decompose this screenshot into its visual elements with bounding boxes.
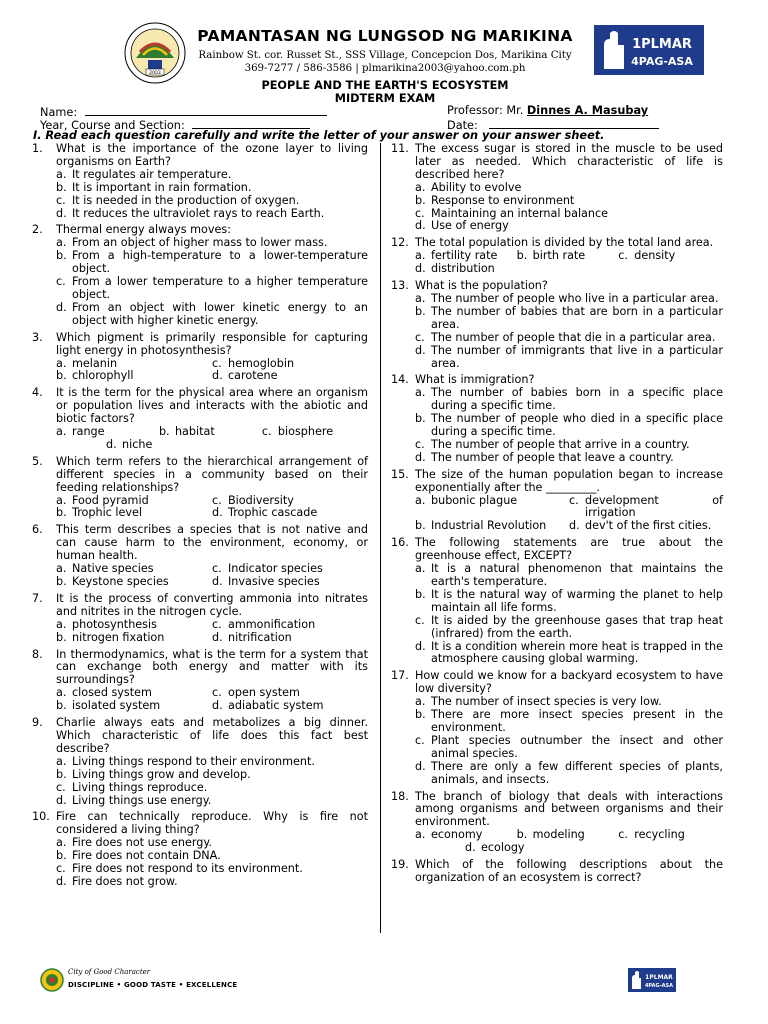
option-letter: c. (415, 206, 425, 220)
option-letter: a. (415, 249, 426, 263)
option-letter: a. (56, 686, 67, 700)
seal-year: 2003 (149, 71, 161, 76)
option-letter: b. (56, 767, 67, 781)
option-text: Food pyramid (72, 493, 149, 507)
option-text: ecology (481, 841, 525, 855)
city-seal-icon (40, 968, 64, 992)
question-item (32, 524, 368, 589)
option-text: There are more insect species present in the environment. (431, 708, 723, 734)
option-letter: d. (415, 262, 426, 276)
question-item (391, 143, 723, 233)
option-text: biosphere (277, 425, 334, 439)
question-number: 7. (32, 591, 43, 605)
option-text: economy (431, 828, 483, 842)
question-stem: Which term refers to the hierarchical arrangement of different species in a community based on their feeding relationships? (56, 454, 368, 494)
option-text: The number of people that arrive in a country. (431, 437, 690, 451)
option-text: closed system (72, 686, 152, 700)
question-stem: The excess sugar is stored in the muscle to be used later as needed. Which characteristic of life is described here? (415, 142, 723, 181)
answer-option (415, 641, 723, 667)
option-text: Native species (72, 562, 154, 576)
answer-option (517, 250, 619, 263)
answer-option (415, 709, 723, 735)
answer-option (56, 700, 212, 713)
exam-title: MIDTERM EXAM (334, 92, 436, 105)
option-text: carotene (228, 369, 278, 383)
answer-option (56, 276, 368, 302)
option-text: nitrogen fixation (72, 630, 165, 644)
answer-option (415, 563, 723, 589)
exam-header (0, 0, 768, 132)
option-letter: b. (415, 412, 426, 426)
answer-option (415, 495, 569, 521)
option-letter: c. (415, 613, 425, 627)
question-number: 16. (391, 536, 409, 550)
option-text: dev't of the first cities. (585, 519, 712, 533)
option-text: recycling (634, 828, 685, 842)
answer-option (262, 426, 368, 439)
option-letter: c. (618, 828, 628, 842)
name-blank[interactable] (85, 105, 327, 116)
option-text: The number of insect species is very low. (431, 695, 662, 709)
option-text: Fire does not use energy. (72, 836, 212, 850)
option-text: Living things reproduce. (72, 780, 208, 794)
option-letter: a. (415, 828, 426, 842)
option-text: It is a condition wherein more heat is trapped in the atmosphere causing global warming. (431, 639, 723, 666)
answer-option (212, 700, 368, 713)
option-text: density (634, 249, 676, 263)
ycs-label: Year, Course and Section: (40, 119, 185, 132)
university-name: PAMANTASAN NG LUNGSOD NG MARIKINA (197, 27, 573, 45)
date-blank[interactable] (489, 118, 659, 129)
answer-option (159, 426, 262, 439)
option-text: Keystone species (72, 575, 169, 588)
question-number: 18. (391, 789, 409, 803)
question-item (32, 456, 368, 521)
question-item (391, 859, 723, 885)
address-line-1: Rainbow St. cor. Russet St., SSS Village, Concepcion Dos, Marikina City (198, 50, 572, 61)
option-letter: a. (56, 562, 67, 576)
option-text: It is aided by the greenhouse gases that trap heat (infrared) from the earth. (431, 613, 723, 640)
option-text: Fire does not grow. (72, 874, 178, 888)
answer-option (56, 302, 368, 328)
answer-option (212, 370, 368, 383)
option-text: From a lower temperature to a higher temperature object. (72, 275, 368, 301)
question-number: 19. (391, 858, 409, 872)
option-text: There are only a few different species of plants, animals, and insects. (431, 759, 723, 786)
question-number: 13. (391, 279, 409, 293)
option-text: photosynthesis (72, 617, 157, 631)
questions-right-column (391, 143, 723, 889)
option-text: hemoglobin (228, 356, 295, 370)
answer-option (415, 520, 569, 533)
option-letter: a. (56, 617, 67, 631)
option-text: The number of people who died in a specific place during a specific time. (431, 412, 723, 439)
option-text: adiabatic system (228, 699, 324, 713)
question-stem: It is the term for the physical area where an organism or population lives and interacts with the abiotic and biotic factors? (56, 386, 368, 426)
ycs-blank[interactable] (192, 118, 310, 129)
answer-option (415, 413, 723, 439)
question-item (32, 143, 368, 220)
option-letter: c. (56, 780, 66, 794)
option-letter: d. (56, 300, 67, 314)
option-letter: a. (415, 291, 426, 305)
option-text: Trophic level (72, 506, 142, 520)
question-stem: The size of the human population began to increase exponentially after the _________. (415, 467, 723, 494)
option-text: It is the natural way of warming the planet to help maintain all life forms. (431, 587, 723, 614)
question-item (391, 537, 723, 666)
question-number: 1. (32, 142, 43, 155)
question-number: 9. (32, 716, 43, 730)
option-letter: b. (415, 304, 426, 318)
question-stem: How could we know for a backyard ecosystem to have low diversity? (415, 669, 723, 696)
question-number: 2. (32, 223, 43, 237)
option-text: It regulates air temperature. (72, 167, 232, 181)
option-letter: d. (415, 343, 426, 357)
option-letter: c. (212, 562, 222, 576)
question-number: 11. (391, 142, 409, 155)
address-line-2: 369-7277 / 586-3586 | plmarikina2003@yahoo.com.ph (244, 62, 526, 74)
option-letter: b. (415, 708, 426, 722)
option-text: fertility rate (431, 249, 498, 263)
answer-option (56, 208, 368, 221)
option-letter: a. (415, 562, 426, 576)
question-item (391, 237, 723, 276)
option-letter: a. (56, 493, 67, 507)
answer-option (56, 507, 212, 520)
option-letter: c. (415, 330, 425, 344)
option-letter: d. (56, 206, 67, 220)
option-letter: b. (56, 630, 67, 644)
question-stem: The total population is divided by the total land area. (415, 236, 714, 250)
question-stem: What is the population? (415, 279, 548, 293)
plmar-logo-icon (594, 25, 704, 75)
option-letter: c. (56, 193, 66, 207)
option-text: Invasive species (228, 575, 320, 588)
option-letter: b. (516, 249, 528, 263)
answer-option (415, 615, 723, 641)
option-letter: d. (212, 575, 223, 588)
option-letter: d. (106, 437, 117, 451)
question-stem: What is immigration? (415, 373, 535, 387)
answer-option (56, 576, 212, 589)
option-text: From an object of higher mass to lower mass. (72, 236, 328, 250)
option-text: Ability to evolve (431, 180, 522, 194)
option-text: The number of people that die in a particular area. (431, 330, 716, 344)
option-letter: c. (415, 733, 425, 747)
option-letter: a. (415, 493, 426, 507)
option-letter: a. (415, 695, 426, 709)
date-label: Date: (447, 119, 478, 132)
question-stem: Charlie always eats and metabolizes a big dinner. Which characteristic of life does this fact best describe? (56, 716, 368, 755)
option-letter: a. (415, 180, 426, 194)
question-item (32, 387, 368, 452)
option-text: Living things grow and develop. (72, 767, 251, 781)
option-letter: b. (56, 699, 67, 713)
question-number: 12. (391, 236, 409, 250)
option-letter: a. (56, 425, 67, 439)
option-letter: b. (415, 587, 426, 601)
option-letter: a. (415, 386, 426, 400)
option-text: open system (228, 686, 300, 700)
option-letter: c. (212, 617, 222, 631)
option-text: The number of people who live in a particular area. (431, 291, 719, 305)
option-text: development of irrigation (585, 493, 723, 520)
option-text: distribution (431, 262, 495, 276)
option-text: It is a natural phenomenon that maintains the earth's temperature. (431, 562, 723, 588)
footer-city-text: City of Good Character (68, 968, 151, 976)
question-number: 14. (391, 373, 409, 387)
option-letter: d. (212, 506, 223, 520)
answer-option (56, 250, 368, 276)
answer-option (415, 842, 723, 855)
question-item (32, 332, 368, 384)
option-text: birth rate (532, 249, 586, 263)
option-letter: d. (415, 759, 426, 773)
option-text: Fire does not respond to its environment. (72, 862, 303, 876)
option-letter: d. (415, 219, 426, 233)
footer-logo-text-2: 4PAG-ASA (644, 983, 674, 989)
answer-option (618, 829, 723, 842)
answer-option (618, 250, 723, 263)
option-letter: d. (569, 519, 580, 533)
answer-option (56, 795, 368, 808)
question-stem: Thermal energy always moves: (56, 223, 231, 237)
question-stem: Fire can technically reproduce. Why is fire not considered a living thing? (56, 810, 368, 837)
question-stem: It is the process of converting ammonia into nitrates and nitrites in the nitrogen cycle. (56, 591, 368, 618)
option-letter: c. (415, 437, 425, 451)
option-letter: b. (56, 506, 67, 520)
university-seal-icon (124, 22, 186, 84)
right-logo-text-2: 4PAG-ASA (631, 55, 693, 68)
answer-option (212, 632, 368, 645)
answer-option (212, 507, 368, 520)
option-text: Indicator species (228, 562, 323, 576)
option-letter: a. (56, 356, 67, 370)
option-text: modeling (532, 828, 585, 842)
footer-plmar-logo-icon (628, 968, 676, 992)
option-text: Living things use energy. (72, 793, 212, 807)
course-title: PEOPLE AND THE EARTH'S ECOSYSTEM (261, 79, 509, 92)
option-letter: d. (415, 450, 426, 464)
question-item (32, 717, 368, 807)
option-text: Fire does not contain DNA. (72, 849, 221, 863)
option-letter: b. (158, 425, 170, 439)
question-number: 8. (32, 647, 43, 661)
answer-option (569, 520, 723, 533)
right-logo-text-1: 1PLMAR (632, 37, 692, 52)
option-letter: c. (212, 356, 222, 370)
option-text: nitrification (228, 630, 292, 644)
answer-option (212, 576, 368, 589)
option-letter: c. (569, 493, 579, 507)
option-letter: d. (415, 639, 426, 653)
option-text: Trophic cascade (228, 506, 318, 520)
option-letter: c. (56, 862, 66, 876)
option-letter: a. (56, 236, 67, 250)
question-stem: The branch of biology that deals with interactions among organisms and between organisms and their environment. (415, 789, 723, 829)
option-letter: d. (465, 841, 476, 855)
option-letter: b. (56, 369, 67, 383)
option-text: It is needed in the production of oxygen. (72, 193, 300, 207)
option-text: The number of immigrants that live in a particular area. (431, 343, 723, 370)
option-text: From a high-temperature to a lower-temperature object. (72, 249, 368, 276)
option-letter: a. (56, 836, 67, 850)
option-text: range (72, 425, 105, 439)
option-letter: c. (261, 425, 272, 439)
option-text: melanin (72, 356, 118, 370)
option-text: Response to environment (431, 193, 575, 207)
option-text: habitat (174, 425, 215, 439)
answer-option (56, 876, 368, 889)
answer-option (56, 632, 212, 645)
option-text: Living things respond to their environment. (72, 754, 315, 768)
column-divider (380, 143, 381, 933)
question-number: 15. (391, 467, 409, 481)
question-number: 5. (32, 454, 43, 468)
option-letter: b. (56, 180, 67, 194)
option-text: chlorophyll (72, 369, 134, 383)
question-item (391, 670, 723, 786)
question-stem: This term describes a species that is not native and can cause harm to the environment, economy, or human health. (56, 523, 368, 563)
option-text: Use of energy (431, 219, 509, 233)
option-letter: b. (415, 193, 426, 207)
option-text: Biodiversity (228, 493, 294, 507)
option-letter: d. (212, 369, 223, 383)
option-text: ammonification (228, 617, 316, 631)
professor-label: Professor: Mr. (447, 104, 524, 117)
option-letter: d. (212, 699, 223, 713)
question-item (391, 280, 723, 370)
question-stem: The following statements are true about the greenhouse effect, EXCEPT? (415, 536, 723, 563)
answer-option (415, 345, 723, 371)
option-letter: b. (415, 519, 426, 533)
question-stem: What is the importance of the ozone layer to living organisms on Earth? (56, 142, 368, 168)
footer-logo-text-1: 1PLMAR (645, 974, 673, 981)
option-letter: c. (212, 493, 222, 507)
option-text: Maintaining an internal balance (431, 206, 609, 220)
answer-option (569, 495, 723, 521)
question-number: 4. (32, 386, 43, 400)
question-number: 3. (32, 330, 43, 344)
answer-option (415, 387, 723, 413)
option-letter: a. (56, 167, 67, 181)
name-label: Name: (40, 106, 78, 119)
option-letter: b. (56, 249, 67, 263)
question-item (32, 224, 368, 327)
option-text: bubonic plague (431, 493, 518, 507)
option-letter: b. (56, 849, 67, 863)
question-number: 17. (391, 669, 409, 683)
question-item (391, 469, 723, 534)
question-stem: Which of the following descriptions about the organization of an ecosystem is correct? (415, 858, 723, 884)
question-number: 10. (32, 810, 50, 824)
answer-option (415, 761, 723, 787)
answer-option (415, 452, 723, 465)
professor-name: Dinnes A. Masubay (526, 104, 649, 117)
option-letter: c. (618, 249, 628, 263)
answer-option (415, 263, 517, 276)
option-text: It reduces the ultraviolet rays to reach Earth. (72, 206, 325, 220)
option-letter: d. (56, 793, 67, 807)
answer-option (415, 220, 723, 233)
answer-option (517, 829, 619, 842)
option-letter: b. (516, 828, 528, 842)
option-letter: c. (56, 275, 66, 289)
option-text: isolated system (72, 699, 161, 713)
answer-option (415, 306, 723, 332)
answer-option (56, 370, 212, 383)
option-letter: b. (56, 575, 67, 588)
question-item (32, 649, 368, 714)
answer-option (415, 589, 723, 615)
question-stem: Which pigment is primarily responsible for capturing light energy in photosynthesis? (56, 330, 368, 357)
questions-left-column (32, 143, 368, 893)
question-item (32, 811, 368, 888)
option-text: The number of babies that are born in a particular area. (431, 304, 723, 331)
option-letter: a. (56, 754, 67, 768)
question-item (391, 791, 723, 856)
question-item (32, 593, 368, 645)
option-text: niche (122, 437, 153, 451)
option-text: It is important in rain formation. (72, 180, 252, 194)
option-text: The number of babies born in a specific place during a specific time. (431, 386, 723, 413)
question-item (391, 374, 723, 464)
option-text: Plant species outnumber the insect and other animal species. (431, 733, 723, 760)
option-text: The number of people that leave a country. (431, 450, 674, 464)
option-text: Industrial Revolution (431, 519, 547, 533)
question-number: 6. (32, 523, 43, 537)
professor-field (447, 105, 648, 118)
university-address (190, 50, 580, 75)
question-stem: In thermodynamics, what is the term for a system that can exchange both energy and matter with its surroundings? (56, 647, 368, 687)
instructions: I. Read each question carefully and write the letter of your answer on your answer sheet. (33, 129, 605, 142)
answer-option (56, 439, 368, 452)
option-text: From an object with lower kinetic energy to an object with higher kinetic energy. (72, 300, 368, 327)
footer-motto: DISCIPLINE • GOOD TASTE • EXCELLENCE (68, 981, 238, 989)
option-letter: c. (212, 686, 222, 700)
answer-option (415, 735, 723, 761)
option-letter: d. (212, 630, 223, 644)
option-letter: d. (56, 874, 67, 888)
